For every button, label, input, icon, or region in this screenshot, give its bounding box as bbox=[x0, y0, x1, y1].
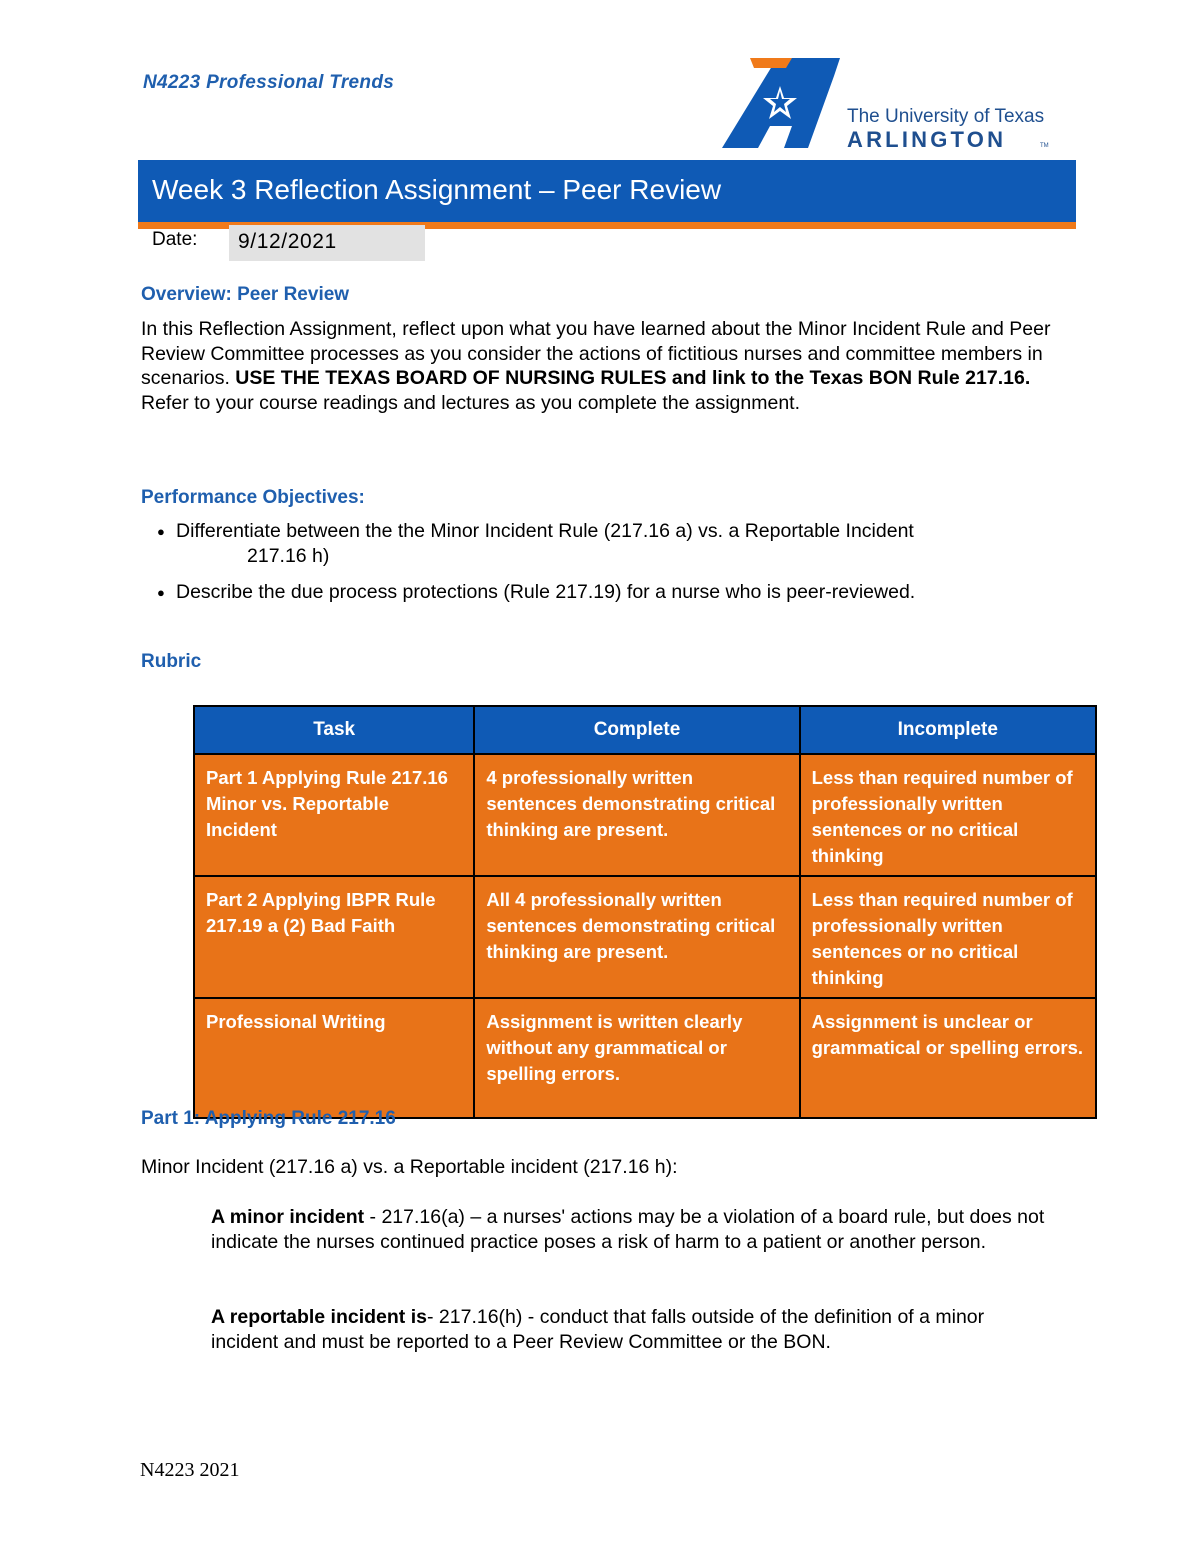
part1-intro: Minor Incident (217.16 a) vs. a Reportable incident (217.16 h): bbox=[141, 1156, 678, 1178]
objectives-heading: Performance Objectives: bbox=[141, 487, 365, 508]
table-cell: Assignment is written clearly without any grammatical or spelling errors. bbox=[474, 998, 799, 1118]
overview-text-1: In this Reflection Assignment, reflect upon what you have learned about the Minor Incident Rule and Peer Review Committee processes as you consider the actions of fictitious nurses and committee members in scenarios. bbox=[141, 318, 1051, 389]
table-cell: Part 1 Applying Rule 217.16 Minor vs. Reportable Incident bbox=[194, 754, 474, 876]
rubric-header-row bbox=[194, 706, 1096, 754]
bullet-icon: ● bbox=[157, 524, 165, 539]
table-cell: 4 professionally written sentences demonstrating critical thinking are present. bbox=[474, 754, 799, 876]
logo-line2: ARLINGTON bbox=[847, 127, 1007, 150]
date-label: Date: bbox=[152, 229, 198, 250]
uta-logo bbox=[722, 58, 1057, 150]
table-cell: Professional Writing bbox=[194, 998, 474, 1118]
rubric-table bbox=[193, 705, 1097, 1119]
objective-1-line-1: Differentiate between the the Minor Incident Rule (217.16 a) vs. a Reportable Incident bbox=[176, 520, 914, 542]
date-value: 9/12/2021 bbox=[238, 230, 337, 253]
overview-paragraph bbox=[141, 317, 1071, 415]
column-header-incomplete: Incomplete bbox=[800, 706, 1096, 754]
overview-heading: Overview: Peer Review bbox=[141, 284, 350, 305]
bullet-icon: ● bbox=[157, 585, 165, 600]
table-row bbox=[194, 754, 1096, 876]
table-cell: Less than required number of professionally written sentences or no critical thinking bbox=[800, 876, 1096, 998]
column-header-task: Task bbox=[194, 706, 474, 754]
minor-incident-text: - 217.16(a) – a nurses' actions may be a violation of a board rule, but does not indicate the nurses continued practice poses a risk of harm to a patient or another person. bbox=[211, 1206, 1045, 1253]
reportable-incident-definition bbox=[211, 1305, 1041, 1354]
minor-incident-term: A minor incident bbox=[211, 1206, 365, 1228]
page-title: Week 3 Reflection Assignment – Peer Review bbox=[152, 174, 722, 205]
table-row bbox=[194, 998, 1096, 1118]
table-row bbox=[194, 876, 1096, 998]
table-cell: Assignment is unclear or grammatical or spelling errors. bbox=[800, 998, 1096, 1118]
page-footer: N4223 2021 bbox=[140, 1459, 240, 1481]
reportable-incident-text: - 217.16(h) - conduct that falls outside of the definition of a minor incident and must be reported to a Peer Review Committee or the BON. bbox=[211, 1306, 985, 1353]
table-cell: Part 2 Applying IBPR Rule 217.19 a (2) Bad Faith bbox=[194, 876, 474, 998]
course-title: N4223 Professional Trends bbox=[143, 72, 395, 93]
rubric-heading: Rubric bbox=[141, 651, 202, 672]
overview-text-2: Refer to your course readings and lectures as you complete the assignment. bbox=[141, 391, 801, 414]
table-cell: Less than required number of professionally written sentences or no critical thinking bbox=[800, 754, 1096, 876]
logo-line1: The University of Texas bbox=[847, 106, 1045, 127]
column-header-complete: Complete bbox=[474, 706, 799, 754]
objective-1-line-2: 217.16 h) bbox=[247, 545, 330, 567]
minor-incident-definition bbox=[211, 1205, 1051, 1254]
logo-tm: TM bbox=[1040, 143, 1049, 149]
table-cell: All 4 professionally written sentences demonstrating critical thinking are present. bbox=[474, 876, 799, 998]
part1-heading: Part 1: Applying Rule 217.16 bbox=[141, 1108, 396, 1129]
reportable-incident-term: A reportable incident is bbox=[211, 1306, 427, 1328]
objective-2: Describe the due process protections (Rule 217.19) for a nurse who is peer-reviewed. bbox=[176, 581, 916, 603]
overview-text-bold: USE THE TEXAS BOARD OF NURSING RULES and link to the Texas BON Rule 217.16. bbox=[235, 367, 1031, 389]
